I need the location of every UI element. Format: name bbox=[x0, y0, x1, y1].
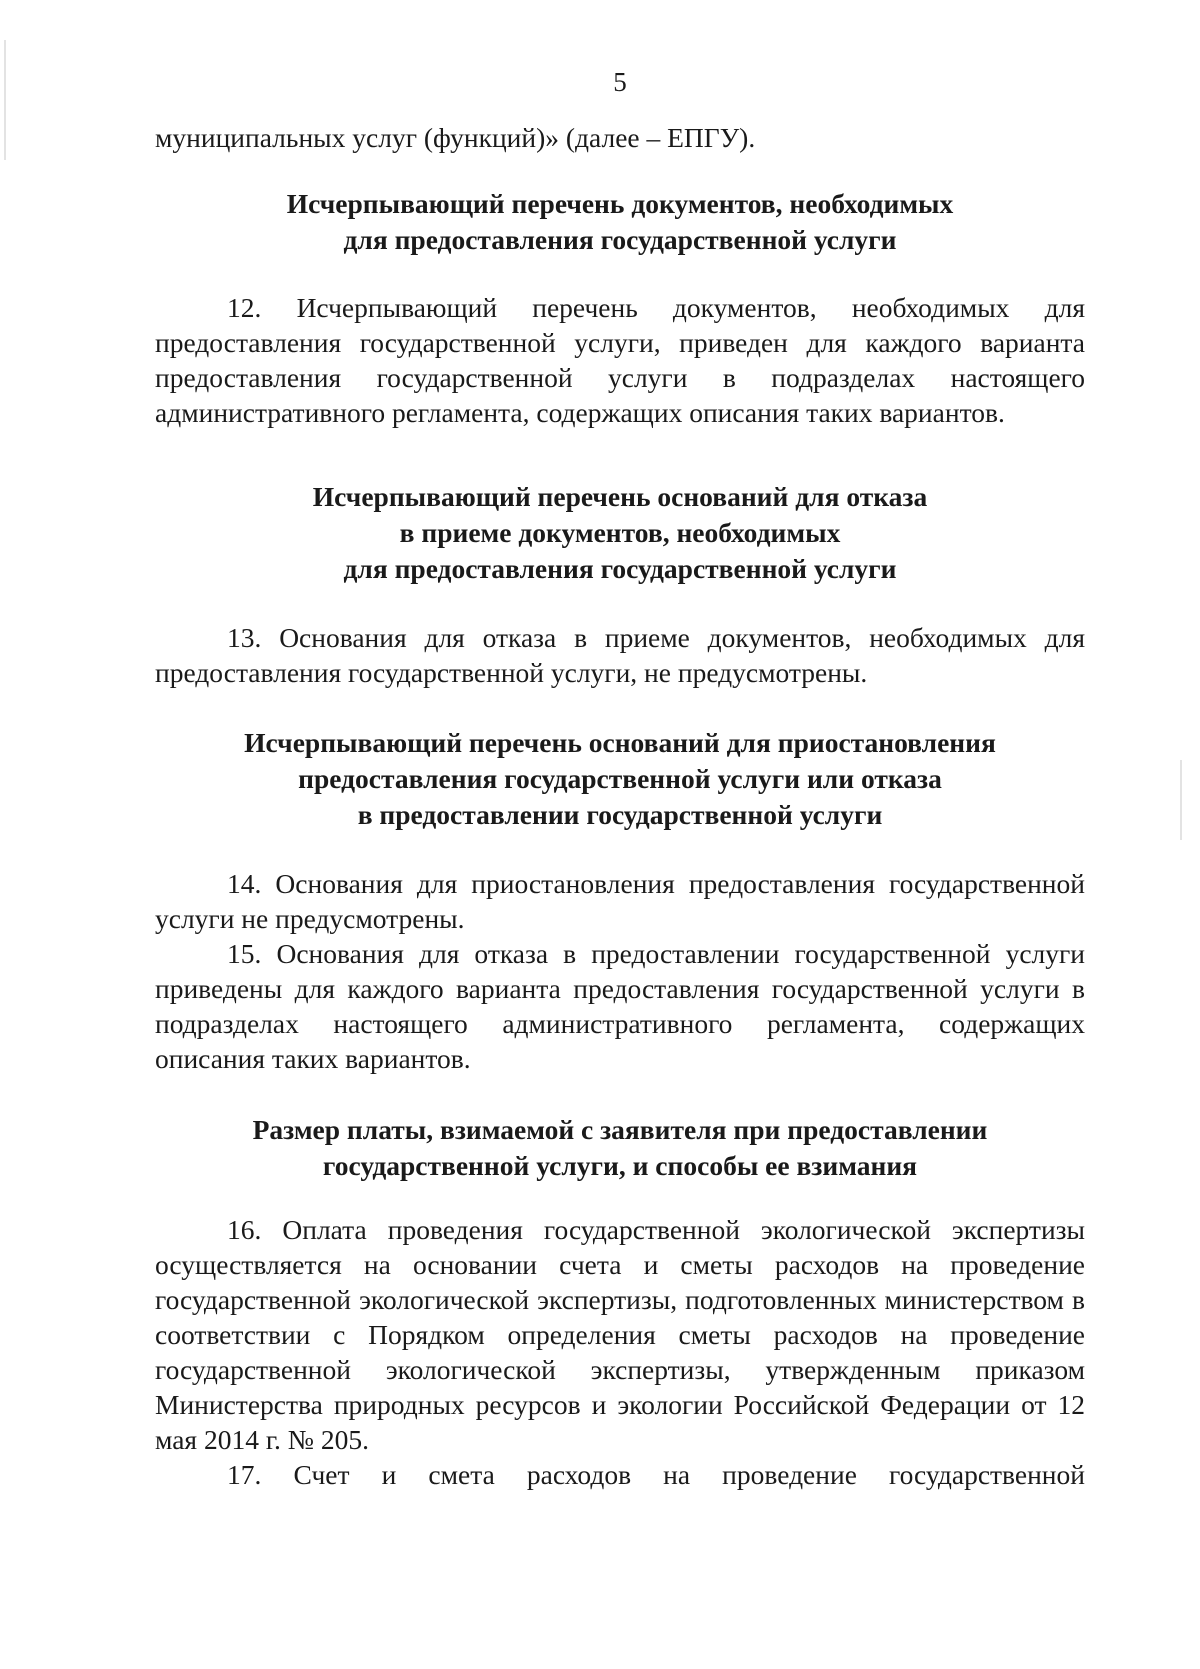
intro-line: муниципальных услуг (функций)» (далее – ЕПГУ). bbox=[155, 122, 756, 153]
section-heading-suspension bbox=[155, 725, 1085, 833]
page-number: 5 bbox=[613, 67, 627, 97]
paragraph-13 bbox=[155, 620, 1085, 690]
heading-line: в предоставлении государственной услуги bbox=[357, 799, 883, 830]
section-heading-documents bbox=[155, 186, 1085, 258]
heading-line: Исчерпывающий перечень документов, необходимых bbox=[286, 188, 954, 219]
paragraph-text: 15. Основания для отказа в предоставлении государственной услуги приведены для каждого варианта предоставления государственной услуги в подразделах настоящего административного регламента, содержащих описания таких вариантов. bbox=[155, 938, 1085, 1074]
section-heading-fee bbox=[155, 1112, 1085, 1184]
paragraph-text: 17. Счет и смета расходов на проведение государственной bbox=[227, 1459, 1085, 1490]
heading-line: Исчерпывающий перечень оснований для отказа bbox=[312, 481, 928, 512]
heading-line: в приеме документов, необходимых bbox=[399, 517, 841, 548]
paragraph-12 bbox=[155, 290, 1085, 430]
heading-line: предоставления государственной услуги или отказа bbox=[298, 763, 942, 794]
paragraph-text: 14. Основания для приостановления предоставления государственной услуги не предусмотрены. bbox=[155, 868, 1085, 934]
paragraphs-14-15 bbox=[155, 866, 1085, 1076]
heading-line: государственной услуги, и способы ее взимания bbox=[322, 1150, 918, 1181]
paragraph-text: 13. Основания для отказа в приеме документов, необходимых для предоставления государственной услуги, не предусмотрены. bbox=[155, 622, 1085, 688]
heading-line: Исчерпывающий перечень оснований для приостановления bbox=[244, 727, 996, 758]
paragraph-text: 16. Оплата проведения государственной экологической экспертизы осуществляется на основании счета и сметы расходов на проведение государственной экологической экспертизы, подготовленных министерством в соответствии с Порядком определения сметы расходов на проведение государственной экологической экспертизы, утвержденным приказом Министерства природных ресурсов и экологии Российской Федерации от 12 мая 2014 г. № 205. bbox=[155, 1214, 1085, 1455]
paragraphs-16-17 bbox=[155, 1212, 1085, 1492]
heading-line: для предоставления государственной услуги bbox=[343, 553, 897, 584]
scan-edge-mark bbox=[4, 40, 6, 160]
heading-line: Размер платы, взимаемой с заявителя при предоставлении bbox=[252, 1114, 988, 1145]
scan-edge-mark bbox=[1180, 760, 1182, 840]
heading-line: для предоставления государственной услуги bbox=[343, 224, 897, 255]
section-heading-refusal-acceptance bbox=[155, 479, 1085, 587]
paragraph-text: 12. Исчерпывающий перечень документов, необходимых для предоставления государственной услуги, приведен для каждого варианта предоставления государственной услуги в подразделах настоящего административного регламента, содержащих описания таких вариантов. bbox=[155, 292, 1085, 428]
